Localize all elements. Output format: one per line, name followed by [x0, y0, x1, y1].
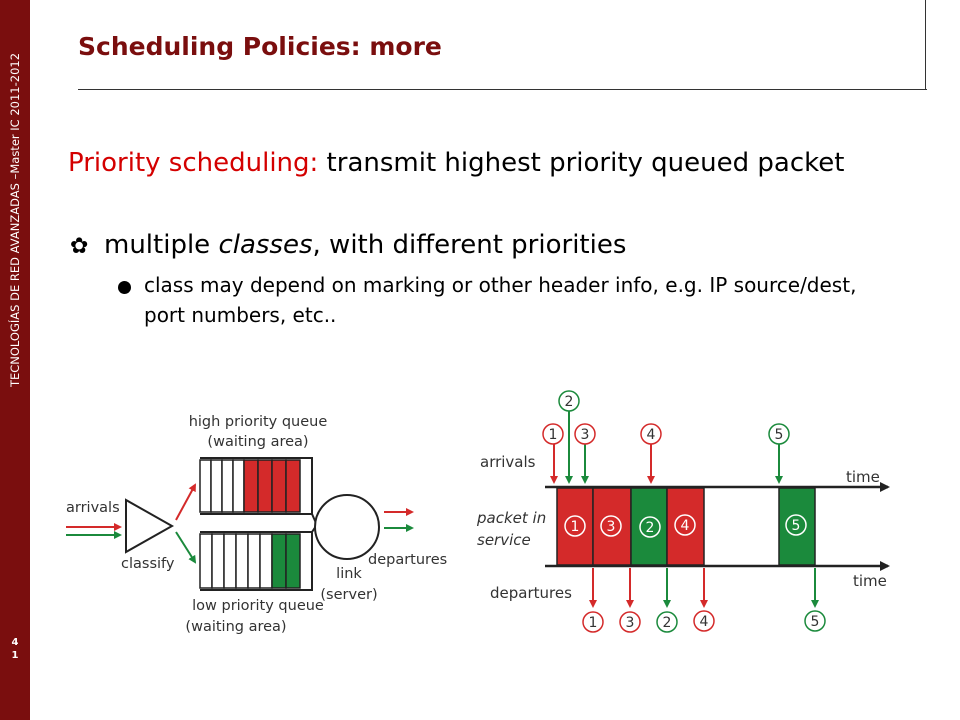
- slide-title: Scheduling Policies: more: [78, 32, 442, 61]
- arrival-number-4: 4: [646, 427, 656, 443]
- link-server-circle: [315, 495, 379, 559]
- low-queue-sublabel: (waiting area): [185, 619, 287, 635]
- service-number-3: 3: [606, 519, 616, 535]
- arrival-number-5: 5: [774, 427, 784, 443]
- right-departures-label: departures: [490, 584, 572, 602]
- service-number-2: 2: [645, 520, 655, 536]
- classify-arrow-red: [176, 485, 195, 520]
- left-departures-label: departures: [368, 552, 448, 568]
- left-arrivals-label: arrivals: [66, 500, 120, 516]
- low-queue-label: low priority queue: [192, 598, 324, 614]
- service-label: service: [477, 531, 531, 549]
- departure-number-badges: [583, 611, 825, 632]
- link-label: link: [336, 566, 362, 582]
- right-arrivals-label: arrivals: [480, 453, 536, 471]
- queue-diagram: [66, 414, 447, 635]
- arrival-number-2: 2: [564, 394, 574, 410]
- priority-scheduling-text: transmit highest priority queued packet: [318, 148, 845, 178]
- classes-text-start: multiple: [104, 230, 219, 260]
- sidebar-course-label: TECNOLOGÍAS DE RED AVANZADAS –Master IC 2011-2012: [8, 52, 22, 388]
- departure-number-1: 1: [588, 615, 598, 631]
- packet-in-label: packet in: [477, 509, 547, 527]
- classify-arrow-green: [176, 532, 195, 562]
- time-label-bottom: time: [853, 572, 887, 590]
- departure-number-3: 3: [625, 615, 635, 631]
- time-label-top: time: [846, 468, 880, 486]
- high-queue-sublabel: (waiting area): [207, 434, 309, 450]
- service-number-5: 5: [791, 518, 801, 534]
- classifier-triangle-icon: [126, 500, 172, 552]
- departure-number-2: 2: [662, 615, 672, 631]
- high-priority-queue: [200, 458, 312, 514]
- service-number-4: 4: [680, 518, 690, 534]
- arrival-number-3: 3: [580, 427, 590, 443]
- arrival-number-1: 1: [548, 427, 558, 443]
- priority-scheduling-term: Priority scheduling:: [68, 148, 319, 178]
- low-priority-queue: [200, 532, 312, 590]
- classify-label: classify: [121, 556, 175, 572]
- page-number: 4 1: [11, 637, 19, 661]
- flower-bullet-icon: ✿: [70, 234, 89, 259]
- timeline-diagram: [476, 391, 888, 632]
- departure-number-5: 5: [810, 614, 820, 630]
- classes-text-end: , with different priorities: [312, 230, 627, 260]
- arrival-number-badges: [543, 391, 789, 444]
- server-label: (server): [320, 587, 378, 603]
- classes-term: classes: [218, 230, 313, 260]
- service-number-1: 1: [570, 519, 580, 535]
- class-marking-text: class may depend on marking or other header info, e.g. IP source/dest, port numbers, etc..: [144, 273, 857, 327]
- departure-number-4: 4: [699, 614, 709, 630]
- high-queue-label: high priority queue: [188, 414, 328, 430]
